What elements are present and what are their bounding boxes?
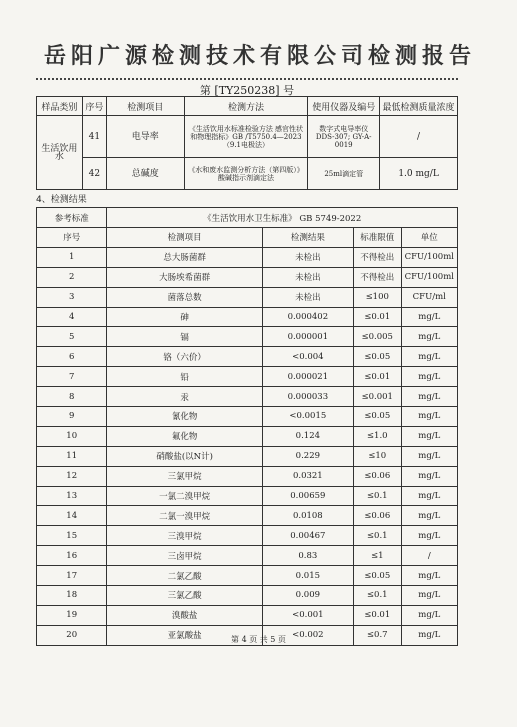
result-limit: ≤0.01 xyxy=(353,307,401,327)
table-row xyxy=(37,506,458,526)
result-limit: ≤1.0 xyxy=(353,426,401,446)
result-result: 0.000021 xyxy=(262,367,353,387)
result-item: 三溴甲烷 xyxy=(107,526,262,546)
result-unit: CFU/100ml xyxy=(401,247,457,267)
result-item: 汞 xyxy=(107,387,262,407)
result-item: 氰化物 xyxy=(107,407,262,427)
result-no: 4 xyxy=(37,307,107,327)
result-no: 19 xyxy=(37,605,107,625)
reference-label: 参考标准 xyxy=(37,208,107,228)
result-unit: mg/L xyxy=(401,367,457,387)
result-item: 三氯甲烷 xyxy=(107,466,262,486)
row-no: 41 xyxy=(82,116,106,158)
result-result: 未检出 xyxy=(262,247,353,267)
table-row xyxy=(37,247,458,267)
result-result: 0.229 xyxy=(262,446,353,466)
result-unit: mg/L xyxy=(401,506,457,526)
result-result: 0.000402 xyxy=(262,307,353,327)
table-row xyxy=(37,116,458,158)
section-title: 4、检测结果 xyxy=(36,195,87,205)
result-unit: mg/L xyxy=(401,625,457,645)
table-row xyxy=(37,546,458,566)
result-limit: ≤0.05 xyxy=(353,566,401,586)
table-row xyxy=(37,327,458,347)
result-limit: ≤0.05 xyxy=(353,407,401,427)
result-unit: CFU/100ml xyxy=(401,267,457,287)
result-no: 7 xyxy=(37,367,107,387)
result-limit: ≤0.001 xyxy=(353,387,401,407)
reference-standard-row xyxy=(37,208,458,228)
result-unit: mg/L xyxy=(401,446,457,466)
result-no: 12 xyxy=(37,466,107,486)
result-item: 三氯乙酸 xyxy=(107,586,262,606)
result-result: 未检出 xyxy=(262,287,353,307)
result-item: 铅 xyxy=(107,367,262,387)
result-item: 溴酸盐 xyxy=(107,605,262,625)
col-header: 检测方法 xyxy=(184,97,308,116)
result-limit: ≤0.01 xyxy=(353,367,401,387)
result-limit: ≤0.1 xyxy=(353,586,401,606)
page-footer: 第 4 页 共 5 页 xyxy=(231,635,286,644)
result-limit: ≤0.06 xyxy=(353,506,401,526)
result-item: 砷 xyxy=(107,307,262,327)
result-no: 11 xyxy=(37,446,107,466)
result-no: 17 xyxy=(37,566,107,586)
table-row xyxy=(37,307,458,327)
result-item: 一氯二溴甲烷 xyxy=(107,486,262,506)
col-header: 检测结果 xyxy=(262,228,353,248)
row-method: 《水和废水监测分析方法（第四版）》酸碱指示剂滴定法 xyxy=(184,158,308,190)
result-no: 8 xyxy=(37,387,107,407)
result-unit: mg/L xyxy=(401,407,457,427)
result-item: 二氯乙酸 xyxy=(107,566,262,586)
result-no: 10 xyxy=(37,426,107,446)
result-limit: ≤0.05 xyxy=(353,347,401,367)
table-row xyxy=(37,267,458,287)
result-unit: mg/L xyxy=(401,307,457,327)
row-instrument: 数字式电导率仪 DDS-307; GY-A-0019 xyxy=(308,116,380,158)
result-no: 3 xyxy=(37,287,107,307)
table-row xyxy=(37,446,458,466)
result-result: <0.001 xyxy=(262,605,353,625)
result-unit: mg/L xyxy=(401,466,457,486)
col-header: 检测项目 xyxy=(107,228,262,248)
result-item: 亚氯酸盐 xyxy=(107,625,262,645)
result-result: 0.124 xyxy=(262,426,353,446)
result-unit: / xyxy=(401,546,457,566)
result-no: 9 xyxy=(37,407,107,427)
col-header: 序号 xyxy=(37,228,107,248)
col-header: 使用仪器及编号 xyxy=(308,97,380,116)
result-unit: mg/L xyxy=(401,347,457,367)
row-instrument: 25ml滴定管 xyxy=(308,158,380,190)
result-no: 2 xyxy=(37,267,107,287)
table-row xyxy=(37,566,458,586)
result-result: 0.00467 xyxy=(262,526,353,546)
result-result: 0.0108 xyxy=(262,506,353,526)
reference-value: 《生活饮用水卫生标准》 GB 5749-2022 xyxy=(107,208,458,228)
result-limit: ≤10 xyxy=(353,446,401,466)
table-row xyxy=(37,387,458,407)
result-limit: ≤0.005 xyxy=(353,327,401,347)
col-header: 检测项目 xyxy=(106,97,184,116)
results-table-header xyxy=(37,228,458,248)
table-row xyxy=(37,466,458,486)
table-row xyxy=(37,486,458,506)
result-limit: ≤0.1 xyxy=(353,526,401,546)
table-row xyxy=(37,158,458,190)
result-limit: ≤0.7 xyxy=(353,625,401,645)
report-number: 第 [TY250238] 号 xyxy=(199,84,295,97)
result-item: 镉 xyxy=(107,327,262,347)
result-unit: mg/L xyxy=(401,426,457,446)
table-row xyxy=(37,586,458,606)
col-header: 样品类别 xyxy=(37,97,83,116)
col-header: 标准限值 xyxy=(353,228,401,248)
result-unit: CFU/ml xyxy=(401,287,457,307)
result-result: <0.002 xyxy=(262,625,353,645)
result-no: 18 xyxy=(37,586,107,606)
result-no: 13 xyxy=(37,486,107,506)
table-row xyxy=(37,426,458,446)
result-limit: ≤0.06 xyxy=(353,466,401,486)
row-item: 电导率 xyxy=(106,116,184,158)
result-limit: ≤0.1 xyxy=(353,486,401,506)
result-item: 铬（六价） xyxy=(107,347,262,367)
result-no: 5 xyxy=(37,327,107,347)
table-row xyxy=(37,347,458,367)
result-no: 6 xyxy=(37,347,107,367)
result-no: 15 xyxy=(37,526,107,546)
result-result: 0.000033 xyxy=(262,387,353,407)
result-result: 0.000001 xyxy=(262,327,353,347)
row-limit: / xyxy=(380,116,458,158)
result-result: 0.015 xyxy=(262,566,353,586)
result-unit: mg/L xyxy=(401,566,457,586)
col-header: 单位 xyxy=(401,228,457,248)
result-result: 0.83 xyxy=(262,546,353,566)
row-method: 《生活饮用水标准检验方法 感官性状和物理指标》GB /T5750.4—2023（9.1电极法） xyxy=(184,116,308,158)
results-table xyxy=(36,207,458,646)
result-limit: ≤0.01 xyxy=(353,605,401,625)
result-limit: 不得检出 xyxy=(353,247,401,267)
result-unit: mg/L xyxy=(401,605,457,625)
result-unit: mg/L xyxy=(401,486,457,506)
col-header: 最低检测质量浓度 xyxy=(380,97,458,116)
result-item: 氟化物 xyxy=(107,426,262,446)
result-unit: mg/L xyxy=(401,387,457,407)
result-result: 0.00659 xyxy=(262,486,353,506)
result-result: 0.0321 xyxy=(262,466,353,486)
result-unit: mg/L xyxy=(401,586,457,606)
table-row xyxy=(37,287,458,307)
result-unit: mg/L xyxy=(401,526,457,546)
result-item: 菌落总数 xyxy=(107,287,262,307)
sample-category: 生活饮用水 xyxy=(37,116,83,190)
row-no: 42 xyxy=(82,158,106,190)
result-result: 0.009 xyxy=(262,586,353,606)
table-row xyxy=(37,367,458,387)
result-result: <0.004 xyxy=(262,347,353,367)
company-report-title: 岳阳广源检测技术有限公司检测报告 xyxy=(43,44,476,69)
result-unit: mg/L xyxy=(401,327,457,347)
row-limit: 1.0 mg/L xyxy=(380,158,458,190)
table-row xyxy=(37,605,458,625)
result-limit: 不得检出 xyxy=(353,267,401,287)
result-result: 未检出 xyxy=(262,267,353,287)
table-row xyxy=(37,526,458,546)
col-header: 序号 xyxy=(82,97,106,116)
result-item: 三卤甲烷 xyxy=(107,546,262,566)
result-no: 16 xyxy=(37,546,107,566)
result-result: <0.0015 xyxy=(262,407,353,427)
result-no: 1 xyxy=(37,247,107,267)
result-item: 大肠埃希菌群 xyxy=(107,267,262,287)
result-limit: ≤1 xyxy=(353,546,401,566)
method-table-header xyxy=(37,97,458,116)
method-table xyxy=(36,96,458,190)
result-no: 14 xyxy=(37,506,107,526)
row-item: 总碱度 xyxy=(106,158,184,190)
result-item: 总大肠菌群 xyxy=(107,247,262,267)
result-limit: ≤100 xyxy=(353,287,401,307)
result-item: 硝酸盐(以N计) xyxy=(107,446,262,466)
result-no: 20 xyxy=(37,625,107,645)
result-item: 二氯一溴甲烷 xyxy=(107,506,262,526)
header-divider xyxy=(36,78,458,80)
table-row xyxy=(37,407,458,427)
